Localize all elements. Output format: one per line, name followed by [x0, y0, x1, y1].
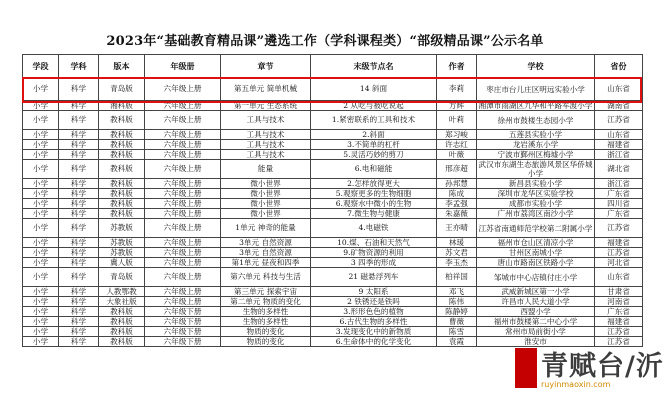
table-cell: 科学: [59, 78, 99, 101]
table-cell: 科学: [59, 150, 99, 160]
table-cell: 3.不简单的杠杆: [311, 140, 437, 150]
table-cell: 陈成: [437, 189, 477, 199]
table-cell: 人教鄂教: [99, 287, 145, 297]
table-cell: 福州市鼓楼第二中心小学: [477, 317, 595, 327]
table-cell: 六年级上册: [145, 111, 221, 130]
table-cell: 4.电磁铁: [311, 219, 437, 238]
table-cell: 教科版: [99, 140, 145, 150]
table-cell: 科学: [59, 111, 99, 130]
table-cell: 六年级下册: [145, 317, 221, 327]
table-cell: 小学: [23, 307, 59, 317]
table-cell: 9 太阳系: [311, 287, 437, 297]
table-cell: 教科版: [99, 199, 145, 209]
table-row: [23, 199, 643, 209]
table-row: [23, 287, 643, 297]
watermark-text: 青赋台/沂: [541, 351, 664, 382]
table-cell: 微小世界: [221, 209, 311, 219]
table-cell: 小学: [23, 150, 59, 160]
table-cell: 小学: [23, 199, 59, 209]
table-row: [23, 189, 643, 199]
table-cell: 武威新城区第一小学: [477, 287, 595, 297]
table-cell: 曹薇: [437, 317, 477, 327]
table-cell: 微小世界: [221, 189, 311, 199]
table-cell: 微小世界: [221, 199, 311, 209]
col-header: 章节: [221, 55, 311, 78]
table-cell: 科学: [59, 238, 99, 248]
table-row: [23, 101, 643, 111]
table-cell: 江苏省: [595, 337, 643, 347]
list-table: [22, 54, 643, 347]
table-cell: 邢彦超: [437, 160, 477, 179]
table-cell: 科学: [59, 199, 99, 209]
table-cell: 小学: [23, 337, 59, 347]
table-cell: 陈静婷: [437, 307, 477, 317]
col-header: 省份: [595, 55, 643, 78]
table-cell: 李孟强: [437, 199, 477, 209]
table-cell: 李莉: [437, 78, 477, 101]
table-cell: 六年级下册: [145, 307, 221, 317]
table-cell: 科学: [59, 130, 99, 140]
table-cell: 2.斜面: [311, 130, 437, 140]
table-cell: 科学: [59, 287, 99, 297]
table-cell: 6.电和磁能: [311, 160, 437, 179]
table-cell: 湘科版: [99, 101, 145, 111]
table-cell: 小学: [23, 160, 59, 179]
table-row: [23, 160, 643, 179]
table-cell: 西盟小学: [477, 307, 595, 317]
table-cell: 生物的多样性: [221, 317, 311, 327]
table-cell: 许志红: [437, 140, 477, 150]
watermark-seal: [515, 348, 537, 388]
table-cell: 第六单元 科技与生活: [221, 268, 311, 287]
table-row: [23, 179, 643, 189]
table-cell: 小学: [23, 297, 59, 307]
table-cell: 青岛版: [99, 78, 145, 101]
table-cell: 科学: [59, 258, 99, 268]
table-cell: 科学: [59, 179, 99, 189]
table-cell: 教科版: [99, 327, 145, 337]
table-cell: 福州市仓山区清凉小学: [477, 238, 595, 248]
table-cell: 江苏省: [595, 219, 643, 238]
table-row: [23, 327, 643, 337]
table-cell: 邹城市中心店镇付庄小学: [477, 268, 595, 287]
table-row: [23, 111, 643, 130]
table-cell: 青岛版: [99, 268, 145, 287]
table-cell: 苏文君: [437, 248, 477, 258]
table-cell: 甘州区南城小学: [477, 248, 595, 258]
col-header: 作者: [437, 55, 477, 78]
table-cell: 6.古代生物的多样性: [311, 317, 437, 327]
table-cell: 2.怎样放得更大: [311, 179, 437, 189]
table-cell: 广州市荔湾区南沙小学: [477, 209, 595, 219]
table-cell: 六年级上册: [145, 189, 221, 199]
table-cell: 9.矿物资源的利用: [311, 248, 437, 258]
table-cell: 能量: [221, 160, 311, 179]
table-cell: 科学: [59, 297, 99, 307]
table-cell: 六年级上册: [145, 268, 221, 287]
table-cell: 物质的变化: [221, 327, 311, 337]
table-cell: 广东省: [595, 189, 643, 199]
table-cell: 科学: [59, 307, 99, 317]
table-cell: 工具与技术: [221, 140, 311, 150]
table-cell: 宁波市鄞州区梅墟小学: [477, 150, 595, 160]
table-cell: 江苏省: [595, 327, 643, 337]
table-cell: 3.发现变化中的新物质: [311, 327, 437, 337]
table-cell: 科学: [59, 101, 99, 111]
table-cell: 物质的变化: [221, 337, 311, 347]
table-cell: 许昌市人民大道小学: [477, 297, 595, 307]
table-cell: 河北省: [595, 258, 643, 268]
table-cell: 2 铁锈还是铁吗: [311, 297, 437, 307]
watermark: [505, 344, 664, 400]
table-cell: 福建省: [595, 317, 643, 327]
table-cell: 叶莉: [437, 111, 477, 130]
table-cell: 唐山市路南区铁路小学: [477, 258, 595, 268]
table-cell: 科学: [59, 140, 99, 150]
table-cell: 14 斜面: [311, 78, 437, 101]
table-cell: 福建省: [595, 140, 643, 150]
table-row: [23, 130, 643, 140]
table-cell: 科学: [59, 248, 99, 258]
table-cell: 教科版: [99, 317, 145, 327]
table-cell: 深圳市龙华区实验学校: [477, 189, 595, 199]
table-cell: 甘肃省: [595, 287, 643, 297]
table-row: [23, 238, 643, 248]
table-cell: 1.紧密联系的工具和技术: [311, 111, 437, 130]
table-cell: 六年级下册: [145, 327, 221, 337]
table-row: [23, 78, 643, 101]
table-cell: 六年级上册: [145, 150, 221, 160]
table-cell: 小学: [23, 238, 59, 248]
table-cell: 四川省: [595, 199, 643, 209]
table-cell: 六年级上册: [145, 219, 221, 238]
table-cell: 小学: [23, 130, 59, 140]
table-cell: 六年级上册: [145, 160, 221, 179]
col-header: 年级册: [145, 55, 221, 78]
table-cell: 教科版: [99, 111, 145, 130]
table-cell: 5.观察更多的生物细胞: [311, 189, 437, 199]
table-row: [23, 248, 643, 258]
table-cell: 3.形形色色的植物: [311, 307, 437, 317]
table-cell: 江苏省: [595, 111, 643, 130]
table-cell: 教科版: [99, 179, 145, 189]
table-cell: 徐州市鼓楼生态园小学: [477, 111, 595, 130]
table-cell: 广东省: [595, 307, 643, 317]
table-cell: 六年级上册: [145, 248, 221, 258]
table-cell: 苏教版: [99, 238, 145, 248]
table-row: [23, 150, 643, 160]
table-cell: 武汉市东湖生态旅游风景区华侨城小学: [477, 160, 595, 179]
table-cell: 教科版: [99, 209, 145, 219]
table-cell: 科学: [59, 189, 99, 199]
table-cell: 六年级上册: [145, 258, 221, 268]
table-cell: 科学: [59, 317, 99, 327]
table-cell: 陈伟: [437, 297, 477, 307]
table-cell: 江苏省: [595, 248, 643, 258]
table-cell: 林瑗: [437, 238, 477, 248]
table-cell: 六年级上册: [145, 287, 221, 297]
table-cell: 山东省: [595, 268, 643, 287]
table-cell: 苏教版: [99, 219, 145, 238]
table-cell: 7.微生物与健康: [311, 209, 437, 219]
table-cell: 第一单元 生态系统: [221, 101, 311, 111]
table-cell: 教科版: [99, 337, 145, 347]
table-cell: 广东省: [595, 209, 643, 219]
table-cell: 六年级上册: [145, 130, 221, 140]
table-cell: 6.生命体中的化学变化: [311, 337, 437, 347]
table-cell: 冀人版: [99, 258, 145, 268]
table-cell: 新昌县实验小学: [477, 179, 595, 189]
table-cell: 教科版: [99, 160, 145, 179]
table-cell: 六年级上册: [145, 209, 221, 219]
table-cell: 3 四季的形成: [311, 258, 437, 268]
table-cell: 工具与技术: [221, 111, 311, 130]
table-cell: 枣庄市台儿庄区明远实验小学: [477, 78, 595, 101]
table-cell: 李玉杰: [437, 258, 477, 268]
table-cell: 柏祥国: [437, 268, 477, 287]
table-cell: 科学: [59, 327, 99, 337]
table-cell: 科学: [59, 160, 99, 179]
table-cell: 龙岩溪东小学: [477, 140, 595, 150]
table-cell: 六年级上册: [145, 297, 221, 307]
table-cell: 小学: [23, 78, 59, 101]
watermark-url: ruyinmaoxin.com: [541, 380, 611, 389]
table-cell: 教科版: [99, 130, 145, 140]
table-cell: 小学: [23, 189, 59, 199]
table-cell: 小学: [23, 179, 59, 189]
table-cell: 教科版: [99, 307, 145, 317]
table-cell: 山东省: [595, 78, 643, 101]
table-cell: 王亦晴: [437, 219, 477, 238]
col-header: 末级节点名: [311, 55, 437, 78]
col-header: 学段: [23, 55, 59, 78]
table-cell: 六年级上册: [145, 140, 221, 150]
table-cell: 湖南省: [595, 101, 643, 111]
table-cell: 山东省: [595, 130, 643, 140]
table-cell: 小学: [23, 268, 59, 287]
table-cell: 浙江省: [595, 179, 643, 189]
table-cell: 五莲县实验小学: [477, 130, 595, 140]
table-cell: 陈雪: [437, 327, 477, 337]
table-row: [23, 140, 643, 150]
table-row: [23, 209, 643, 219]
table-cell: 小学: [23, 140, 59, 150]
col-header: 学校: [477, 55, 595, 78]
table-cell: 科学: [59, 268, 99, 287]
table-cell: 21 磁悬浮列车: [311, 268, 437, 287]
table-cell: 湘潭市雨湖区九华和平路军渡小学: [477, 101, 595, 111]
table-cell: 河南省: [595, 297, 643, 307]
table-cell: 科学: [59, 219, 99, 238]
table-cell: 微小世界: [221, 179, 311, 189]
table-cell: 教科版: [99, 150, 145, 160]
table-cell: 小学: [23, 317, 59, 327]
table-cell: 浙江省: [595, 150, 643, 160]
table-cell: 苏教版: [99, 248, 145, 258]
page-title: 2023年“基础教育精品课”遴选工作（学科课程类）“部级精品课”公示名单: [106, 34, 544, 49]
table-row: [23, 307, 643, 317]
table-cell: 郑习峻: [437, 130, 477, 140]
table-cell: 科学: [59, 337, 99, 347]
table-cell: 小学: [23, 219, 59, 238]
table-cell: 淮安市: [477, 337, 595, 347]
table-cell: 福建省: [595, 238, 643, 248]
table-cell: 六年级上册: [145, 101, 221, 111]
table-cell: 小学: [23, 258, 59, 268]
table-cell: 6.观察水中微小的生物: [311, 199, 437, 209]
table-cell: 第二单元 物质的变化: [221, 297, 311, 307]
table-cell: 六年级下册: [145, 337, 221, 347]
table-cell: 小学: [23, 327, 59, 337]
table-cell: 常州市局前街小学: [477, 327, 595, 337]
table-cell: 六年级上册: [145, 238, 221, 248]
table-cell: 工具与技术: [221, 150, 311, 160]
table-cell: 3单元 自然资源: [221, 248, 311, 258]
table-cell: 工具与技术: [221, 130, 311, 140]
table-cell: 叶薇: [437, 150, 477, 160]
header-row: [23, 55, 643, 78]
table-cell: 科学: [59, 209, 99, 219]
table-cell: 小学: [23, 287, 59, 297]
col-header: 学科: [59, 55, 99, 78]
table-cell: 孙邦慧: [437, 179, 477, 189]
table-cell: 小学: [23, 111, 59, 130]
table-cell: 小学: [23, 248, 59, 258]
table-cell: 六年级上册: [145, 199, 221, 209]
table-cell: 3单元 自然资源: [221, 238, 311, 248]
table-cell: 2 从吃与被吃说起: [311, 101, 437, 111]
table-cell: 邓飞: [437, 287, 477, 297]
table-cell: 湖北省: [595, 160, 643, 179]
table-cell: 朱嘉薇: [437, 209, 477, 219]
table-cell: 小学: [23, 101, 59, 111]
table-row: [23, 317, 643, 327]
table-row: [23, 297, 643, 307]
table-cell: 5.灵活巧妙的剪刀: [311, 150, 437, 160]
table-cell: 成都市实验小学: [477, 199, 595, 209]
table-cell: 10.煤、石油和天然气: [311, 238, 437, 248]
table-cell: 小学: [23, 209, 59, 219]
table-cell: 1单元 神奇的能量: [221, 219, 311, 238]
table-cell: 第五单元 简单机械: [221, 78, 311, 101]
table-cell: 六年级上册: [145, 179, 221, 189]
table-row: [23, 268, 643, 287]
table-cell: 江苏省南通师范学校第二附属小学: [477, 219, 595, 238]
col-header: 版本: [99, 55, 145, 78]
table-cell: 大象社版: [99, 297, 145, 307]
table-row: [23, 219, 643, 238]
table-cell: 方辉: [437, 101, 477, 111]
table-row: [23, 258, 643, 268]
table-cell: 第三单元 探索宇宙: [221, 287, 311, 297]
table-cell: 六年级上册: [145, 78, 221, 101]
table-cell: 生物的多样性: [221, 307, 311, 317]
table-cell: 教科版: [99, 189, 145, 199]
table-cell: 第1单元 昼夜和四季: [221, 258, 311, 268]
table-cell: 袁霞: [437, 337, 477, 347]
